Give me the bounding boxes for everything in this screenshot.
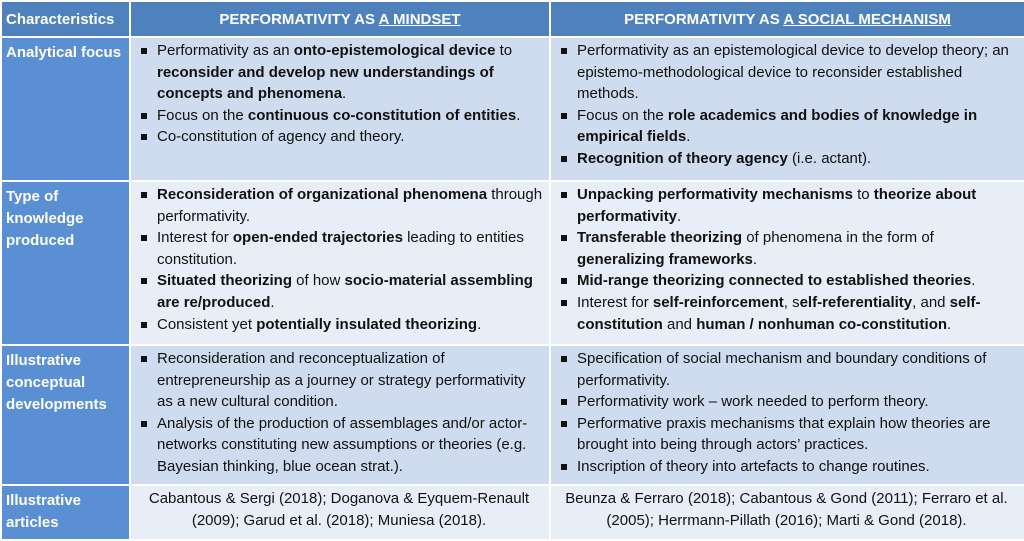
header-mechanism — [550, 1, 1024, 37]
row-analytical-focus — [1, 37, 1024, 181]
row-type-of-knowledge — [1, 181, 1024, 345]
bullet-item: Focus on the continuous co-constitution of entities. — [135, 105, 543, 127]
bullet-item: Unpacking performativity mechanisms to theorize about performativity. — [555, 184, 1018, 227]
row-label: Analytical focus — [1, 37, 130, 181]
square-bullet-icon — [141, 134, 147, 140]
mechanism-list — [555, 184, 1018, 335]
square-bullet-icon — [141, 235, 147, 241]
square-bullet-icon — [561, 192, 567, 198]
bullet-item: Reconsideration and reconceptualization of entrepreneurship as a journey or strategy performativity as a new cultural condition. — [135, 348, 543, 413]
row-label: Illustrative conceptual developments — [1, 345, 130, 485]
bullet-item: Performativity as an onto-epistemological device to reconsider and develop new understandings of concepts and phenomena. — [135, 40, 543, 105]
bullet-item: Inscription of theory into artefacts to change routines. — [555, 456, 1018, 478]
mechanism-cell — [550, 345, 1024, 485]
bullet-item: Recognition of theory agency (i.e. actant). — [555, 148, 1018, 170]
mechanism-list — [555, 40, 1018, 170]
bullet-item: Reconsideration of organizational phenomena through performativity. — [135, 184, 543, 227]
square-bullet-icon — [141, 421, 147, 427]
square-bullet-icon — [561, 113, 567, 119]
mindset-list — [135, 184, 543, 335]
square-bullet-icon — [561, 421, 567, 427]
square-bullet-icon — [561, 356, 567, 362]
bullet-item: Specification of social mechanism and boundary conditions of performativity. — [555, 348, 1018, 391]
bullet-item: Situated theorizing of how socio-material assembling are re/produced. — [135, 270, 543, 313]
header-row — [1, 1, 1024, 37]
square-bullet-icon — [141, 278, 147, 284]
bullet-item: Analysis of the production of assemblages and/or actor-networks constituting new assumptions or theories (e.g. Bayesian thinking, blue ocean strat.). — [135, 413, 543, 478]
bullet-item: Transferable theorizing of phenomena in the form of generalizing frameworks. — [555, 227, 1018, 270]
header-mindset — [130, 1, 550, 37]
square-bullet-icon — [141, 322, 147, 328]
mechanism-list — [555, 348, 1018, 478]
bullet-item: Focus on the role academics and bodies of knowledge in empirical fields. — [555, 105, 1018, 148]
square-bullet-icon — [561, 156, 567, 162]
square-bullet-icon — [141, 113, 147, 119]
mechanism-cell — [550, 181, 1024, 345]
bullet-item: Mid-range theorizing connected to established theories. — [555, 270, 1018, 292]
mechanism-refs: Beunza & Ferraro (2018); Cabantous & Gond (2011); Ferraro et al. (2005); Herrmann-Pillath (2016); Marti & Gond (2018). — [550, 485, 1024, 540]
row-label: Illustrative articles — [1, 485, 130, 540]
square-bullet-icon — [561, 464, 567, 470]
bullet-item: Performativity as an epistemological device to develop theory; an epistemo-methodological device to reconsider established methods. — [555, 40, 1018, 105]
mindset-list — [135, 40, 543, 148]
header-mechanism-prefix: PERFORMATIVITY AS — [624, 10, 784, 28]
mindset-cell — [130, 181, 550, 345]
mindset-list — [135, 348, 543, 478]
bullet-item: Co-constitution of agency and theory. — [135, 126, 543, 148]
square-bullet-icon — [561, 278, 567, 284]
square-bullet-icon — [141, 356, 147, 362]
row-label: Type of knowledge produced — [1, 181, 130, 345]
mindset-cell — [130, 37, 550, 181]
bullet-item: Interest for open-ended trajectories leading to entities constitution. — [135, 227, 543, 270]
header-mechanism-emph: A SOCIAL MECHANISM — [783, 10, 951, 28]
bullet-item: Consistent yet potentially insulated theorizing. — [135, 314, 543, 336]
mindset-cell — [130, 345, 550, 485]
mechanism-cell — [550, 37, 1024, 181]
header-mindset-prefix: PERFORMATIVITY AS — [219, 10, 379, 28]
row-conceptual-developments — [1, 345, 1024, 485]
bullet-item: Performative praxis mechanisms that explain how theories are brought into being through actors’ practices. — [555, 413, 1018, 456]
square-bullet-icon — [141, 192, 147, 198]
square-bullet-icon — [561, 300, 567, 306]
header-mindset-emph: A MINDSET — [378, 10, 461, 28]
mindset-refs: Cabantous & Sergi (2018); Doganova & Eyquem-Renault (2009); Garud et al. (2018); Muniesa (2018). — [130, 485, 550, 540]
header-characteristics: Characteristics — [1, 1, 130, 37]
square-bullet-icon — [141, 48, 147, 54]
square-bullet-icon — [561, 235, 567, 241]
row-illustrative-articles — [1, 485, 1024, 540]
square-bullet-icon — [561, 399, 567, 405]
square-bullet-icon — [561, 48, 567, 54]
bullet-item: Performativity work – work needed to perform theory. — [555, 391, 1018, 413]
bullet-item: Interest for self-reinforcement, self-referentiality, and self-constitution and human / nonhuman co-constitution. — [555, 292, 1018, 335]
